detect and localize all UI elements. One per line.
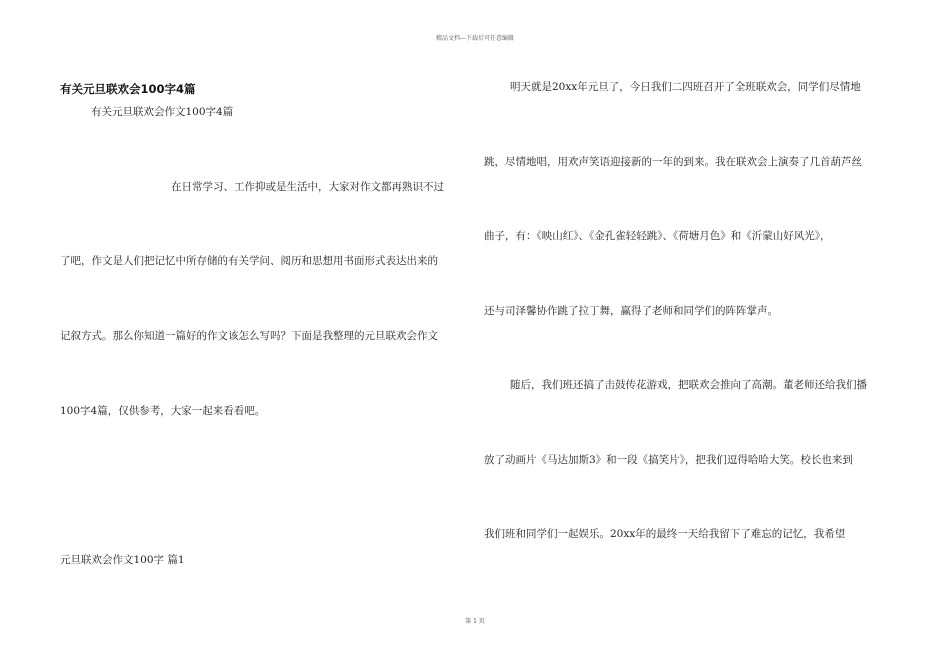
body-line: 随后，我们班还搞了击鼓传花游戏，把联欢会推向了高潮。董老师还给我们播: [510, 379, 867, 391]
body-line: 我们班和同学们一起娱乐。20xx年的最终一天给我留下了难忘的记忆，我希望: [484, 528, 846, 540]
section-heading: 元旦联欢会作文100字 篇1: [60, 554, 185, 566]
intro-line: 在日常学习、工作抑或是生活中，大家对作文都再熟识不过: [171, 181, 444, 193]
page-header: 精品文档---下载后可任意编辑: [435, 35, 515, 42]
document-subtitle: 有关元旦联欢会作文100字4篇: [91, 106, 234, 118]
document-title: 有关元旦联欢会100字4篇: [60, 82, 196, 96]
body-line: 还与司泽馨协作跳了拉丁舞，赢得了老师和同学们的阵阵掌声。: [484, 305, 778, 317]
intro-line: 了吧，作文是人们把记忆中所存储的有关学问、阅历和思想用书面形式表达出来的: [60, 255, 438, 267]
body-line: 明天就是20xx年元旦了，今日我们二四班召开了全班联欢会，同学们尽情地: [510, 81, 861, 93]
body-line: 曲子，有：《映山红》、《金孔雀轻轻跳》、《荷塘月色》和《沂蒙山好风光》，: [484, 230, 831, 242]
body-line: 放了动画片《马达加斯3》和一段《搞笑片》，把我们逗得哈哈大笑。校长也来到: [484, 454, 853, 466]
page-number: 第 1 页: [465, 618, 485, 625]
body-line: 跳，尽情地唱，用欢声笑语迎接新的一年的到来。我在联欢会上演奏了几首葫芦丝: [484, 156, 862, 168]
intro-line: 记叙方式。那么你知道一篇好的作文该怎么写吗？下面是我整理的元旦联欢会作文: [60, 330, 438, 342]
intro-line: 100字4篇，仅供参考，大家一起来看看吧。: [60, 405, 266, 417]
